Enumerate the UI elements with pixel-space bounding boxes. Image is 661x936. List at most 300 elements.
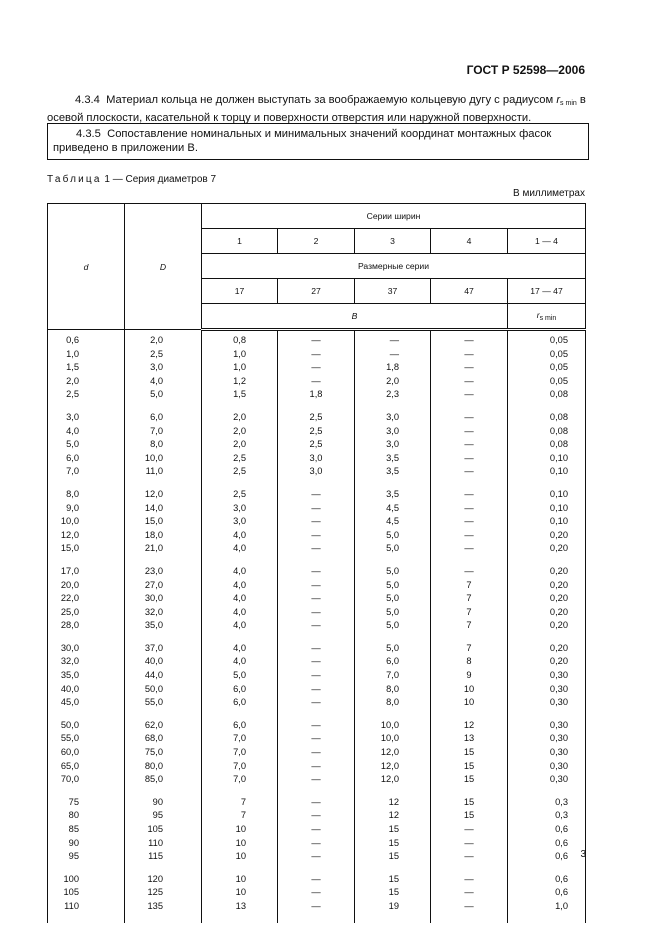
table-cell: 3,0 (202, 515, 278, 529)
radius-subscript: s min (560, 100, 577, 107)
table-cell: — (431, 823, 508, 837)
table-cell: 0,30 (508, 760, 586, 774)
table-cell: 3,0 (202, 502, 278, 516)
page-number: 3 (580, 849, 586, 860)
paragraph-text: Материал кольца не должен выступать за воображаемую кольцевую дугу с радиусом (106, 94, 557, 106)
table-cell: 0,30 (508, 746, 586, 760)
table-cell: 7,0 (202, 773, 278, 787)
table-cell: 2,0 (202, 425, 278, 439)
table-cell: 0,30 (508, 669, 586, 683)
table-cell: 4,5 (355, 502, 431, 516)
table-cell: 7,0 (202, 760, 278, 774)
table-cell: 110 (48, 900, 125, 914)
table-cell: 1,0 (508, 900, 586, 914)
table-cell: 0,3 (508, 796, 586, 810)
table-row (48, 760, 586, 774)
table-cell: 2,0 (202, 438, 278, 452)
table-cell: 15 (431, 809, 508, 823)
table-row (48, 529, 586, 543)
table-cell: 15 (355, 886, 431, 900)
table-cell: 12,0 (125, 488, 202, 502)
table-row (48, 773, 586, 787)
table-cell: 4,0 (202, 542, 278, 556)
table-cell: 12,0 (355, 746, 431, 760)
table-cell: 40,0 (125, 655, 202, 669)
table-cell: 60,0 (48, 746, 125, 760)
header-D: D (125, 204, 202, 330)
table-cell: 10 (431, 696, 508, 710)
table-cell: 9,0 (48, 502, 125, 516)
table-cell: 0,20 (508, 542, 586, 556)
table-cell: — (431, 502, 508, 516)
table-cell: 0,20 (508, 619, 586, 633)
table-cell: 12,0 (355, 773, 431, 787)
header-width-col: 4 (431, 229, 508, 254)
table-cell: 18,0 (125, 529, 202, 543)
table-cell: 2,5 (125, 348, 202, 362)
table-cell: — (278, 502, 355, 516)
table-cell: 6,0 (202, 719, 278, 733)
table-cell: 15 (355, 873, 431, 887)
table-cell: — (431, 375, 508, 389)
table-row (48, 732, 586, 746)
table-cell: 10 (202, 823, 278, 837)
paragraph-4-3-4 (47, 93, 587, 125)
table-cell: — (431, 515, 508, 529)
table-cell: 115 (125, 850, 202, 864)
table-row (48, 823, 586, 837)
table-cell: 7,0 (202, 732, 278, 746)
table-cell: 1,8 (355, 361, 431, 375)
table-cell: 50,0 (48, 719, 125, 733)
table-cell: 135 (125, 900, 202, 914)
table-cell: 3,0 (278, 452, 355, 466)
paragraph-number: 4.3.4 (75, 94, 100, 106)
table-cell: 3,5 (355, 488, 431, 502)
table-cell: 0,05 (508, 330, 586, 348)
table-cell: 7 (202, 809, 278, 823)
group-spacer (48, 479, 586, 488)
table-cell: — (278, 719, 355, 733)
table-cell: — (278, 348, 355, 362)
table-cell: 5,0 (355, 579, 431, 593)
table-cell: 55,0 (48, 732, 125, 746)
group-spacer (48, 864, 586, 873)
table-cell: 5,0 (202, 669, 278, 683)
table-cell: 6,0 (202, 683, 278, 697)
table-cell: 4,0 (48, 425, 125, 439)
table-cell: 4,0 (202, 655, 278, 669)
table-cell: 10,0 (125, 452, 202, 466)
table-cell: 0,20 (508, 579, 586, 593)
table-cell: 3,0 (278, 465, 355, 479)
table-cell: 3,5 (355, 465, 431, 479)
table-row (48, 809, 586, 823)
table-row (48, 796, 586, 810)
table-cell: 7,0 (355, 669, 431, 683)
table-cell: — (431, 900, 508, 914)
table-cell: 15 (431, 796, 508, 810)
header-width-col: 2 (278, 229, 355, 254)
header-dimension-col: 47 (431, 279, 508, 304)
table-cell: 13 (431, 732, 508, 746)
table-cell: 4,0 (125, 375, 202, 389)
table-row (48, 746, 586, 760)
table-cell: 85 (48, 823, 125, 837)
table-row (48, 850, 586, 864)
table-cell: 3,0 (355, 438, 431, 452)
diameter-series-table (47, 203, 586, 923)
table-cell: 65,0 (48, 760, 125, 774)
header-dimension-col: 17 — 47 (508, 279, 586, 304)
table-row (48, 465, 586, 479)
table-cell: 10 (202, 850, 278, 864)
table-cell: 15 (431, 760, 508, 774)
table-cell: 0,05 (508, 348, 586, 362)
table-cell: 105 (48, 886, 125, 900)
table-row (48, 452, 586, 466)
table-cell: 5,0 (355, 642, 431, 656)
table-cell: 95 (125, 809, 202, 823)
table-cell: 100 (48, 873, 125, 887)
table-cell: — (278, 515, 355, 529)
paragraph-text-cont: в осевой плоскости, касательной к торцу и поверхности отверстия или наружной поверхности. (47, 94, 586, 124)
table-cell: 2,5 (48, 388, 125, 402)
header-width-col: 3 (355, 229, 431, 254)
table-cell: 17,0 (48, 565, 125, 579)
table-cell: — (278, 542, 355, 556)
table-cell: — (278, 592, 355, 606)
table-cell: 0,20 (508, 565, 586, 579)
table-cell: — (278, 606, 355, 620)
table-cell: 0,08 (508, 425, 586, 439)
table-row (48, 873, 586, 887)
table-cell: — (278, 488, 355, 502)
table-cell: 12,0 (48, 529, 125, 543)
table-cell: 5,0 (355, 619, 431, 633)
group-spacer (48, 787, 586, 796)
table-row (48, 330, 586, 348)
table-cell: 15 (355, 850, 431, 864)
table-cell: 1,2 (202, 375, 278, 389)
table-cell: 10 (202, 837, 278, 851)
table-row (48, 425, 586, 439)
table-cell: — (278, 565, 355, 579)
table-cell: 30,0 (48, 642, 125, 656)
table-cell: — (431, 452, 508, 466)
table-row (48, 592, 586, 606)
table-cell: 19 (355, 900, 431, 914)
table-cell: 5,0 (125, 388, 202, 402)
table-cell: 105 (125, 823, 202, 837)
table-cell: 4,0 (202, 592, 278, 606)
table-cell: — (431, 438, 508, 452)
table-cell: 8,0 (355, 683, 431, 697)
table-end-spacer (48, 914, 586, 923)
table-cell: — (431, 565, 508, 579)
table-cell: 5,0 (355, 529, 431, 543)
table-row (48, 886, 586, 900)
table-cell: — (278, 796, 355, 810)
table-cell: 0,10 (508, 515, 586, 529)
table-cell: 4,0 (202, 579, 278, 593)
paragraph-text: Сопоставление номинальных и минимальных значений координат монтажных фасок приведено в приложении В. (53, 128, 552, 154)
table-cell: 23,0 (125, 565, 202, 579)
table-cell: — (278, 375, 355, 389)
table-cell: 6,0 (48, 452, 125, 466)
table-cell: 10 (202, 886, 278, 900)
table-cell: — (278, 529, 355, 543)
table-cell: 35,0 (48, 669, 125, 683)
table-cell: — (431, 411, 508, 425)
table-cell: 1,0 (202, 361, 278, 375)
table-cell: 0,6 (508, 837, 586, 851)
table-cell: 2,5 (278, 425, 355, 439)
table-cell: — (355, 330, 431, 348)
table-cell: 2,0 (125, 330, 202, 348)
table-cell: 8,0 (125, 438, 202, 452)
table-cell: 0,30 (508, 719, 586, 733)
table-cell: 9 (431, 669, 508, 683)
table-caption (47, 174, 216, 185)
table-cell: 7 (431, 606, 508, 620)
document-id: ГОСТ Р 52598—2006 (466, 63, 585, 77)
table-cell: — (278, 361, 355, 375)
group-spacer (48, 710, 586, 719)
table-cell: 7 (431, 592, 508, 606)
table-cell: 45,0 (48, 696, 125, 710)
table-cell: 4,5 (355, 515, 431, 529)
table-cell: — (431, 873, 508, 887)
table-cell: 11,0 (125, 465, 202, 479)
table-cell: — (431, 529, 508, 543)
table-cell: 8,0 (355, 696, 431, 710)
table-units: В миллиметрах (513, 188, 585, 199)
table-cell: 10,0 (355, 719, 431, 733)
table-cell: 3,5 (355, 452, 431, 466)
table-cell: — (278, 330, 355, 348)
table-cell: — (431, 837, 508, 851)
table-cell: — (431, 388, 508, 402)
table-cell: 7,0 (125, 425, 202, 439)
table-cell: 1,8 (278, 388, 355, 402)
table-cell: 25,0 (48, 606, 125, 620)
table-cell: 0,30 (508, 732, 586, 746)
table-cell: 80 (48, 809, 125, 823)
header-dimension-col: 17 (202, 279, 278, 304)
table-cell: 2,0 (48, 375, 125, 389)
table-row (48, 438, 586, 452)
table-cell: 30,0 (125, 592, 202, 606)
table-cell: — (278, 619, 355, 633)
group-spacer (48, 556, 586, 565)
header-dimension-col: 27 (278, 279, 355, 304)
table-cell: 1,5 (202, 388, 278, 402)
table-cell: 12 (355, 796, 431, 810)
table-row (48, 348, 586, 362)
table-cell: — (278, 642, 355, 656)
table-cell: — (278, 746, 355, 760)
table-cell: 7 (431, 579, 508, 593)
table-cell: 15 (355, 823, 431, 837)
table-row (48, 579, 586, 593)
table-cell: 32,0 (125, 606, 202, 620)
table-cell: 0,10 (508, 488, 586, 502)
table-cell: — (278, 669, 355, 683)
table-cell: 2,5 (202, 452, 278, 466)
table-cell: 0,6 (508, 873, 586, 887)
table-cell: 15,0 (125, 515, 202, 529)
table-row (48, 375, 586, 389)
table-cell: 0,10 (508, 452, 586, 466)
table-cell: 4,0 (202, 642, 278, 656)
table-cell: 3,0 (355, 425, 431, 439)
header-d: d (48, 204, 125, 330)
table-cell: — (431, 348, 508, 362)
table-cell: 0,8 (202, 330, 278, 348)
table-cell: 68,0 (125, 732, 202, 746)
table-cell: — (278, 900, 355, 914)
table-cell: 27,0 (125, 579, 202, 593)
group-spacer (48, 633, 586, 642)
table-cell: 0,30 (508, 683, 586, 697)
table-cell: 8,0 (48, 488, 125, 502)
table-cell: 2,3 (355, 388, 431, 402)
table-cell: — (431, 850, 508, 864)
table-cell: 14,0 (125, 502, 202, 516)
table-cell: 0,20 (508, 655, 586, 669)
table-row (48, 655, 586, 669)
table-cell: — (278, 837, 355, 851)
table-cell: 70,0 (48, 773, 125, 787)
table-cell: 0,30 (508, 696, 586, 710)
table-cell: 5,0 (355, 592, 431, 606)
table-cell: 10,0 (48, 515, 125, 529)
table-cell: 12 (355, 809, 431, 823)
paragraph-4-3-5-box (47, 123, 589, 160)
table-cell: 2,5 (202, 465, 278, 479)
table-cell: 5,0 (355, 606, 431, 620)
table-cell: 6,0 (355, 655, 431, 669)
table-row (48, 837, 586, 851)
table-row (48, 542, 586, 556)
table-row (48, 606, 586, 620)
header-width-col: 1 (202, 229, 278, 254)
table-cell: — (278, 760, 355, 774)
table-cell: 2,5 (278, 438, 355, 452)
table-cell: — (278, 732, 355, 746)
table-cell: 15 (431, 746, 508, 760)
table-row (48, 565, 586, 579)
table-cell: — (278, 809, 355, 823)
table-cell: 0,6 (508, 850, 586, 864)
table-cell: 110 (125, 837, 202, 851)
table-cell: 0,6 (508, 823, 586, 837)
table-cell: 0,08 (508, 438, 586, 452)
table-row (48, 719, 586, 733)
table-cell: 0,08 (508, 411, 586, 425)
table-cell: 90 (125, 796, 202, 810)
table-cell: 0,05 (508, 375, 586, 389)
table-cell: — (431, 886, 508, 900)
table-cell: — (431, 465, 508, 479)
table-cell: 75 (48, 796, 125, 810)
table-cell: 22,0 (48, 592, 125, 606)
table-cell: 10 (202, 873, 278, 887)
table-cell: 5,0 (355, 565, 431, 579)
table-cell: 15 (355, 837, 431, 851)
table-cell: 0,20 (508, 642, 586, 656)
table-cell: 2,0 (202, 411, 278, 425)
table-cell: 1,5 (48, 361, 125, 375)
header-width-series: Серии ширин (202, 204, 586, 229)
table-row (48, 900, 586, 914)
table-row (48, 683, 586, 697)
header-dimension-series: Размерные серии (202, 254, 586, 279)
table-cell: 13 (202, 900, 278, 914)
table-row (48, 411, 586, 425)
table-cell: 6,0 (202, 696, 278, 710)
table-cell: — (431, 488, 508, 502)
table-cell: — (278, 823, 355, 837)
table-cell: 125 (125, 886, 202, 900)
table-row (48, 388, 586, 402)
table-cell: 7 (431, 642, 508, 656)
table-cell: 0,30 (508, 773, 586, 787)
table-cell: 0,10 (508, 502, 586, 516)
table-cell: 12,0 (355, 760, 431, 774)
table-cell: — (431, 425, 508, 439)
table-cell: 1,0 (202, 348, 278, 362)
table-cell: 90 (48, 837, 125, 851)
table-cell: 35,0 (125, 619, 202, 633)
table-row (48, 642, 586, 656)
table-cell: 0,20 (508, 592, 586, 606)
table-cell: 6,0 (125, 411, 202, 425)
table-cell: — (278, 873, 355, 887)
table-cell: 5,0 (48, 438, 125, 452)
radius-variable: r (556, 94, 561, 106)
table-cell: 2,0 (355, 375, 431, 389)
table-cell: 44,0 (125, 669, 202, 683)
table-cell: 4,0 (202, 619, 278, 633)
table-cell: 8 (431, 655, 508, 669)
table-cell: 3,0 (355, 411, 431, 425)
header-width-col: 1 — 4 (508, 229, 586, 254)
table-caption-title: 1 — Серия диаметров 7 (104, 174, 217, 185)
table-row (48, 669, 586, 683)
table-cell: — (278, 683, 355, 697)
table-cell: 32,0 (48, 655, 125, 669)
table-cell: — (278, 886, 355, 900)
table-cell: 20,0 (48, 579, 125, 593)
table-cell: 4,0 (202, 565, 278, 579)
table-row (48, 502, 586, 516)
table-cell: 0,6 (48, 330, 125, 348)
table-cell: — (278, 773, 355, 787)
table-cell: 4,0 (202, 529, 278, 543)
table-cell: 0,08 (508, 388, 586, 402)
table-cell: 3,0 (125, 361, 202, 375)
table-cell: 4,0 (202, 606, 278, 620)
table-cell: 62,0 (125, 719, 202, 733)
table-row (48, 696, 586, 710)
table-cell: 3,0 (48, 411, 125, 425)
table-cell: — (431, 542, 508, 556)
table-cell: — (355, 348, 431, 362)
header-r-s-min: $r_{s min}$ (508, 304, 586, 330)
table-cell: 10 (431, 683, 508, 697)
